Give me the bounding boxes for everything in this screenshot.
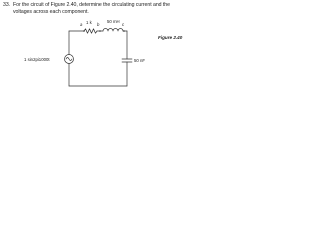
circuit-diagram [0, 0, 200, 98]
source-value-label: 1 sin2pi1000t [24, 57, 50, 62]
node-a-dot [83, 30, 85, 32]
capacitor-value-label: 50 nF [134, 58, 145, 63]
textbook-page [0, 0, 200, 98]
sine-wave-icon [66, 58, 72, 61]
figure-caption: Figure 2.40 [158, 35, 183, 40]
node-b-label: b [97, 22, 100, 27]
node-a-label: a [80, 22, 83, 27]
problem-number: 33. [3, 2, 11, 8]
inductor-value-label: 50 mH [107, 19, 120, 24]
node-c-dot [123, 30, 125, 32]
resistor-symbol [84, 29, 97, 33]
node-c-label: c [122, 22, 125, 27]
resistor-value-label: 1 k [86, 20, 92, 25]
node-b-dot [99, 30, 101, 32]
inductor-symbol [103, 29, 123, 31]
problem-text-line-2: voltages across each component. [13, 8, 89, 15]
problem-text-line-1: For the circuit of Figure 2.40, determine the circulating current and the [13, 2, 170, 8]
